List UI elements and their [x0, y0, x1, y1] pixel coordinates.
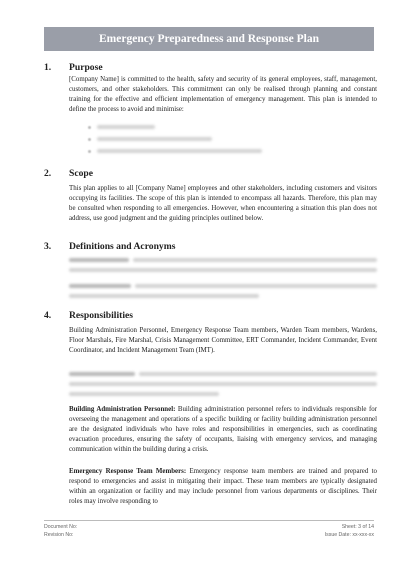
building-admin-paragraph: Building Administration Personnel: Building administration personnel refers to individuals responsible for overseeing the management and operations of a specific building or facility building administration personnel are the designated individuals who have roles and responsibilities in emergencies, such as coordinating evacuation procedures, ensuring the safety of occupants, liaising with emergency services, and managing communication within the building during a crisis. [69, 406, 377, 453]
footer-document-no: Document No: [44, 524, 78, 530]
bullet-dot [88, 126, 91, 129]
redacted-text [69, 382, 377, 386]
footer-revision-no: Revision No: [44, 532, 74, 538]
responsibilities-intro: Building Administration Personnel, Emergency Response Team members, Warden Team members, Wardens, Floor Marshals, Fire Marshal, Crisis Management Committee, ERT Commander, Incident Commander, Event Coordinator, and Incident Management Team (IMT). [69, 327, 377, 354]
redacted-text [139, 372, 377, 376]
bullet-dot [88, 150, 91, 153]
footer-issue-date: Issue Date: xx-xxx-xx [324, 532, 374, 538]
footer-divider [44, 520, 374, 521]
redacted-text [135, 284, 377, 288]
bullet-dot [88, 138, 91, 141]
redacted-term [69, 372, 135, 376]
redacted-bullet-text [97, 149, 262, 153]
redacted-bullet-text [97, 125, 155, 129]
redacted-term [69, 284, 131, 288]
title-banner [44, 27, 374, 51]
redacted-text [69, 268, 377, 272]
scope-paragraph: This plan applies to all [Company Name] employees and other stakeholders, including customers and visitors occupying its facilities. The scope of this plan is intended to encompass all hazards. Therefore, this plan may be consulted when responding to all emergencies. However, when encountering a situation this plan does not address, use good judgment and the guiding principles outlined below. [69, 185, 377, 222]
redacted-text [69, 392, 219, 396]
redacted-term [69, 258, 129, 262]
document-title: Emergency Preparedness and Response Plan [99, 33, 319, 45]
redacted-text [69, 294, 259, 298]
ert-paragraph: Emergency Response Team Members: Emergency response team members are trained and prepared to respond to emergencies and assist in mitigating their impact. These team members are typically designated within an organization or facility and may include personnel from various departments or disciplines. Their roles may involve responding to [69, 468, 377, 505]
section-heading-responsibilities: 4. Responsibilities [44, 310, 133, 321]
section-heading-purpose: 1. Purpose [44, 62, 103, 73]
redacted-text [133, 258, 377, 262]
section-heading-scope: 2. Scope [44, 168, 93, 179]
redacted-bullet-text [97, 137, 212, 141]
section-heading-definitions: 3. Definitions and Acronyms [44, 241, 176, 252]
purpose-paragraph: [Company Name] is committed to the health, safety and security of its general employees, staff, management, customers, and other stakeholders. This commitment can only be realised through planning and constant training for the effective and efficient implementation of emergency management. This plan is intended to define the process to avoid and minimise: [69, 76, 377, 113]
footer-sheet: Sheet: 3 of 14 [341, 524, 374, 530]
